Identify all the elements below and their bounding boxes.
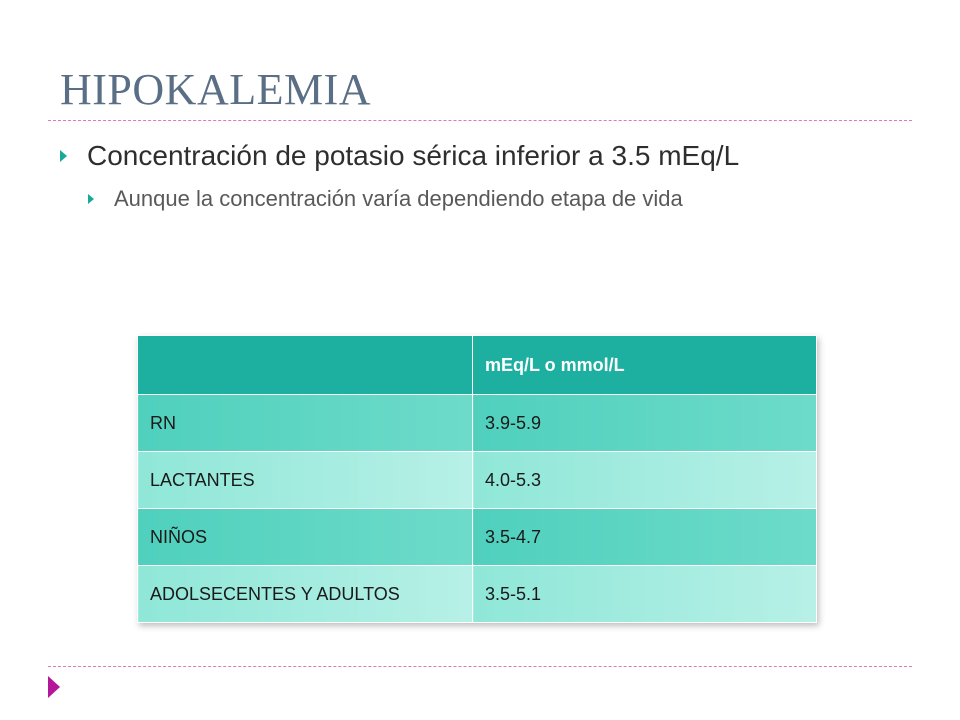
table-header-cell: mEq/L o mmol/L xyxy=(473,336,817,395)
table-row xyxy=(138,566,817,623)
table-cell-range: 3.5-4.7 xyxy=(473,509,817,566)
table-header-row xyxy=(138,336,817,395)
bullet-arrow-icon xyxy=(60,150,67,162)
top-divider xyxy=(48,120,912,121)
bullet-text: Aunque la concentración varía dependiendo etapa de vida xyxy=(114,186,683,211)
table-cell-group: ADOLSECENTES Y ADULTOS xyxy=(138,566,473,623)
table-cell-group: RN xyxy=(138,395,473,452)
bullet-level-1 xyxy=(60,140,739,172)
table-cell-range: 4.0-5.3 xyxy=(473,452,817,509)
table-header-cell xyxy=(138,336,473,395)
table-row xyxy=(138,452,817,509)
table-cell-group: LACTANTES xyxy=(138,452,473,509)
bottom-divider xyxy=(48,666,912,667)
potassium-table xyxy=(137,335,817,623)
slide-title: HIPOKALEMIA xyxy=(60,65,372,114)
table-row xyxy=(138,395,817,452)
table-row xyxy=(138,509,817,566)
bullet-text: Concentración de potasio sérica inferior a 3.5 mEq/L xyxy=(87,140,740,171)
bullet-arrow-icon xyxy=(88,194,94,204)
table-cell-group: NIÑOS xyxy=(138,509,473,566)
table-cell-range: 3.9-5.9 xyxy=(473,395,817,452)
table-cell-range: 3.5-5.1 xyxy=(473,566,817,623)
bullet-level-2 xyxy=(88,186,683,212)
corner-triangle-icon xyxy=(48,676,60,698)
